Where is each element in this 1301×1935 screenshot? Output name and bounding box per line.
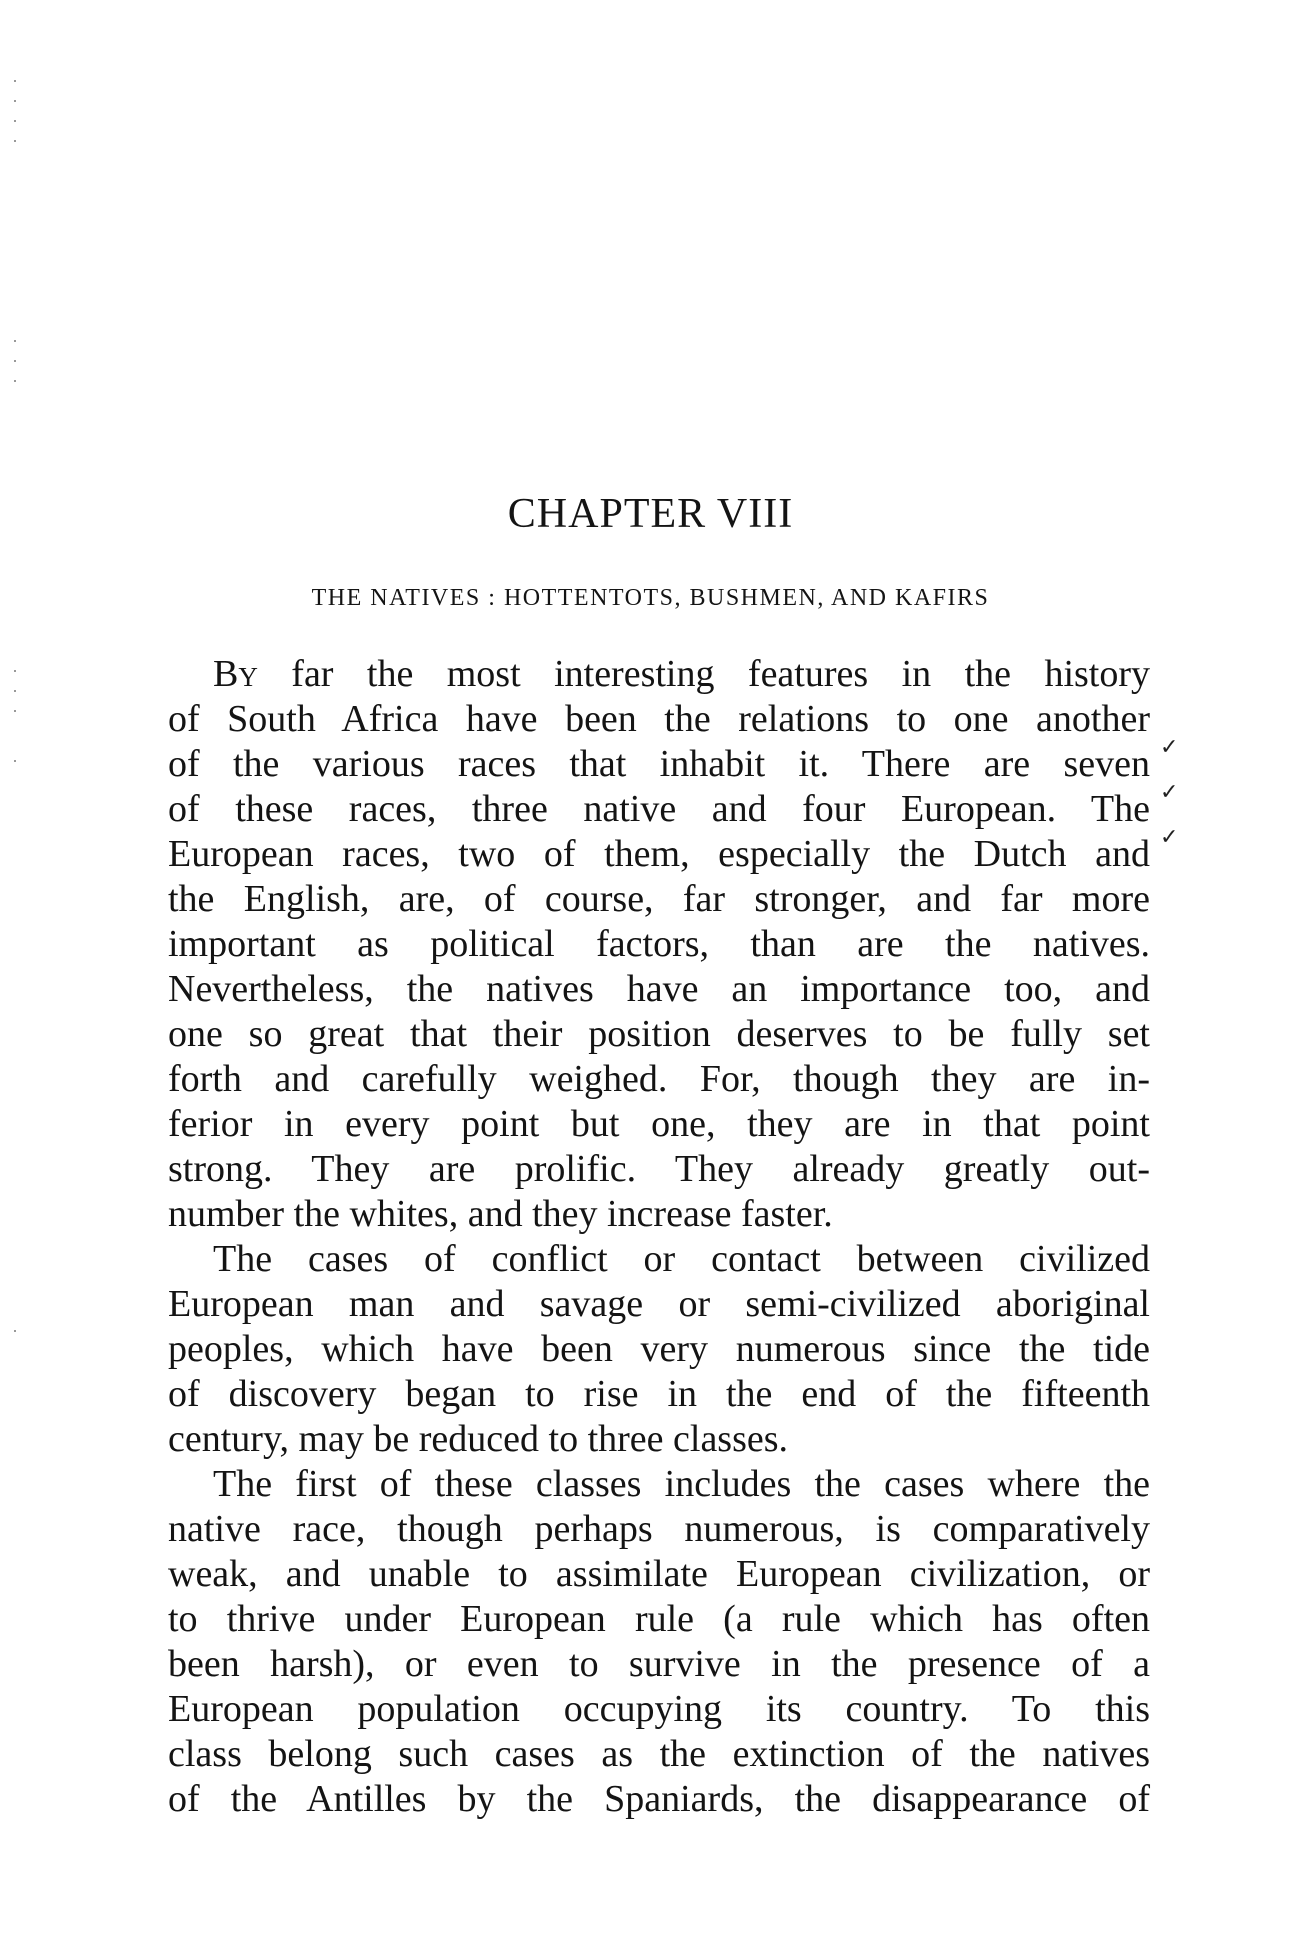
text-line: peoples, which have been very numerous since the tide [168,1328,1150,1370]
text-line: of discovery began to rise in the end of the fifteenth [168,1373,1150,1415]
text-line: class belong such cases as the extinction of the natives [168,1733,1150,1775]
checkmark-icon: ✓ [1160,780,1179,805]
checkmark-icon: ✓ [1160,825,1179,850]
text-line: to thrive under European rule (a rule which has often [168,1598,1150,1640]
text-line: of the various races that inhabit it. There are seven [168,743,1150,785]
paragraph-2 [168,1237,1150,1462]
text-line: The cases of conflict or contact between civilized [213,1238,1150,1280]
text-line: European races, two of them, especially the Dutch and [168,833,1150,875]
chapter-subtitle: THE NATIVES : HOTTENTOTS, BUSHMEN, AND KAFIRS [311,585,990,611]
text-line: important as political factors, than are the natives. [168,923,1150,965]
text-line: the English, are, of course, far stronger, and far more [168,878,1150,920]
text-line: weak, and unable to assimilate European civilization, or [168,1553,1150,1595]
text-line: been harsh), or even to survive in the presence of a [168,1643,1150,1685]
text-line: forth and carefully weighed. For, though they are in- [168,1058,1150,1100]
text-line: European man and savage or semi-civilized aboriginal [168,1283,1150,1325]
scan-artifact-dots [10,80,24,1380]
text-line-content: far the most interesting features in the history [257,653,1150,695]
text-line: of these races, three native and four European. The [168,788,1150,830]
checkmark-icon: ✓ [1160,735,1179,760]
text-line: European population occupying its country. To this [168,1688,1150,1730]
body-text [168,652,1150,1822]
text-line: of South Africa have been the relations to one another [168,698,1150,740]
paragraph-3 [168,1462,1150,1822]
chapter-title: CHAPTER VIII [507,491,794,537]
text-line: century, may be reduced to three classes. [168,1418,789,1460]
margin-annotations [1160,725,1200,860]
drop-word: By [213,653,258,695]
text-line: ferior in every point but one, they are in that point [168,1103,1150,1145]
text-line: The first of these classes includes the cases where the [213,1463,1150,1505]
text-line: Nevertheless, the natives have an importance too, and [168,968,1150,1010]
paragraph-1 [168,652,1150,1237]
text-line: number the whites, and they increase faster. [168,1193,833,1235]
text-line: strong. They are prolific. They already greatly out- [168,1148,1150,1190]
text-line: native race, though perhaps numerous, is comparatively [168,1508,1150,1550]
text-line [168,652,1150,697]
text-line: of the Antilles by the Spaniards, the disappearance of [168,1778,1150,1820]
text-line: one so great that their position deserves to be fully set [168,1013,1150,1055]
